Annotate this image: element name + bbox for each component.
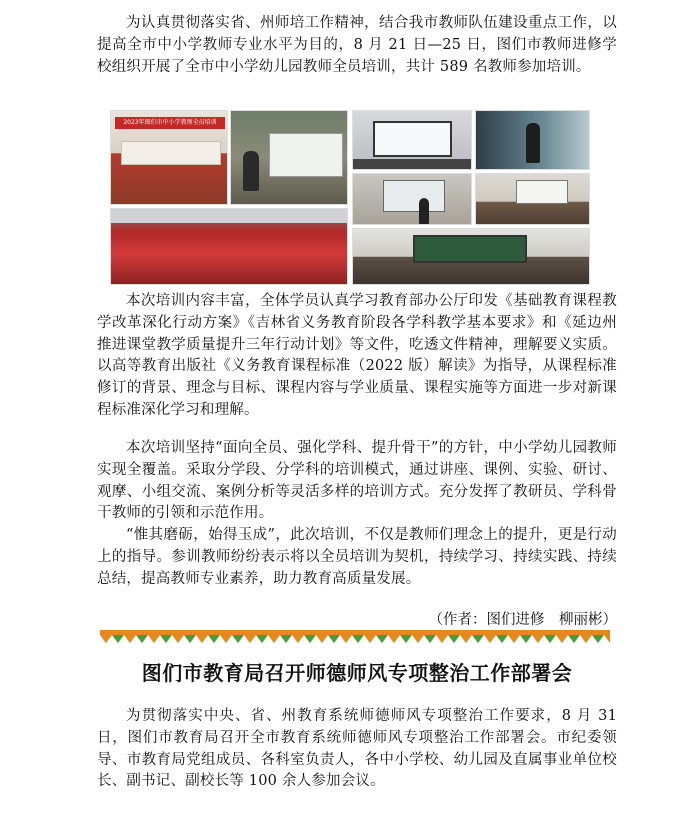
divider-triangle <box>592 635 604 643</box>
photo-auditorium <box>110 208 348 285</box>
divider-triangle <box>160 635 172 643</box>
divider-triangle <box>604 635 610 643</box>
article2-paragraph-1: 为贯彻落实中央、省、州教育系统师德师风专项整治工作要求，8 月 31 日，图们市教育局召开全市教育系统师德师风专项整治工作部署会。市纪委领导、市教育局党组成员、各科室负责人，各中小学校、幼儿园及直属事业单位校长、副书记、副校长等 100 余人参加会议。 <box>97 708 617 790</box>
divider-triangle <box>460 635 472 643</box>
divider-triangle <box>208 635 220 643</box>
divider-triangle <box>184 635 196 643</box>
photo-presenter <box>230 110 348 205</box>
divider-triangle <box>340 635 352 643</box>
divider-triangle <box>172 635 184 643</box>
divider-triangle <box>532 635 544 643</box>
photo-lecture-hall <box>110 110 228 205</box>
divider-triangle <box>280 635 292 643</box>
photo-presentation-room <box>352 173 472 225</box>
divider-triangle <box>220 635 232 643</box>
divider-triangle <box>112 635 124 643</box>
photo-collage <box>110 110 590 285</box>
divider-triangle <box>388 635 400 643</box>
divider-triangle <box>412 635 424 643</box>
divider-triangle <box>400 635 412 643</box>
photo-desks <box>475 173 590 225</box>
photo-banner: 2023年图们市中小学教师全员培训 <box>115 117 225 129</box>
divider-triangle <box>100 635 112 643</box>
divider-triangle <box>556 635 568 643</box>
divider-triangle <box>580 635 592 643</box>
divider-triangle <box>508 635 520 643</box>
divider-triangle <box>316 635 328 643</box>
divider-triangle <box>136 635 148 643</box>
divider-triangle <box>268 635 280 643</box>
divider-triangle <box>148 635 160 643</box>
divider-triangle <box>244 635 256 643</box>
divider-triangle <box>124 635 136 643</box>
photo-classroom-screen <box>352 110 472 170</box>
divider-triangle <box>496 635 508 643</box>
divider-triangle <box>256 635 268 643</box>
divider-triangle <box>544 635 556 643</box>
article1-paragraph-2: 本次培训内容丰富，全体学员认真学习教育部办公厅印发《基础教育课程教学改革深化行动方案》《吉林省义务教育阶段各学科教学基本要求》和《延边州推进课堂教学质量提升三年行动计划》等文件，吃透文件精神，理解要义实质。以高等教育出版社《义务教育课程标准（2022 版）解读》为指导，从课程标准修订的背景、理念与目标、课程内容与学业质量、课程实施等方面进一步对新课程标准深化学习和理解。 <box>97 293 617 418</box>
divider-triangle <box>304 635 316 643</box>
article1-paragraph-3: 本次培训坚持“面向全员、强化学科、提升骨干”的方针，中小学幼儿园教师实现全覆盖。采取分学段、分学科的培训模式，通过讲座、课例、实验、研讨、观摩、小组交流、案例分析等灵活多样的培训方式。充分发挥了教研员、学科骨干教师的引领和示范作用。 <box>97 440 617 522</box>
photo-speaker-window <box>475 110 590 170</box>
divider-triangle <box>424 635 436 643</box>
divider-triangle <box>484 635 496 643</box>
divider-triangle <box>232 635 244 643</box>
article2-title: 图们市教育局召开师德师风专项整治工作部署会 <box>141 661 573 685</box>
divider-triangle <box>352 635 364 643</box>
divider-triangle <box>196 635 208 643</box>
divider-triangle <box>520 635 532 643</box>
divider-triangle <box>328 635 340 643</box>
author-line: （作者：图们进修 柳丽彬） <box>428 612 617 628</box>
photo-greenboard <box>352 228 590 285</box>
decorative-divider <box>100 630 610 644</box>
divider-triangle <box>436 635 448 643</box>
divider-triangle <box>472 635 484 643</box>
divider-triangle <box>364 635 376 643</box>
divider-triangle <box>448 635 460 643</box>
divider-triangle <box>376 635 388 643</box>
article1-paragraph-4: “惟其磨砺，始得玉成”，此次培训，不仅是教师们理念上的提升，更是行动上的指导。参训教师纷纷表示将以全员培训为契机，持续学习、持续实践、持续总结，提高教师专业素养，助力教育高质量发展。 <box>97 527 617 587</box>
divider-triangle <box>568 635 580 643</box>
divider-triangle <box>292 635 304 643</box>
article1-paragraph-1: 为认真贯彻落实省、州师培工作精神，结合我市教师队伍建设重点工作，以提高全市中小学教师专业水平为目的，8 月 21 日—25 日，图们市教师进修学校组织开展了全市中小学幼儿园教师全员培训，共计 589 名教师参加培训。 <box>97 15 617 75</box>
